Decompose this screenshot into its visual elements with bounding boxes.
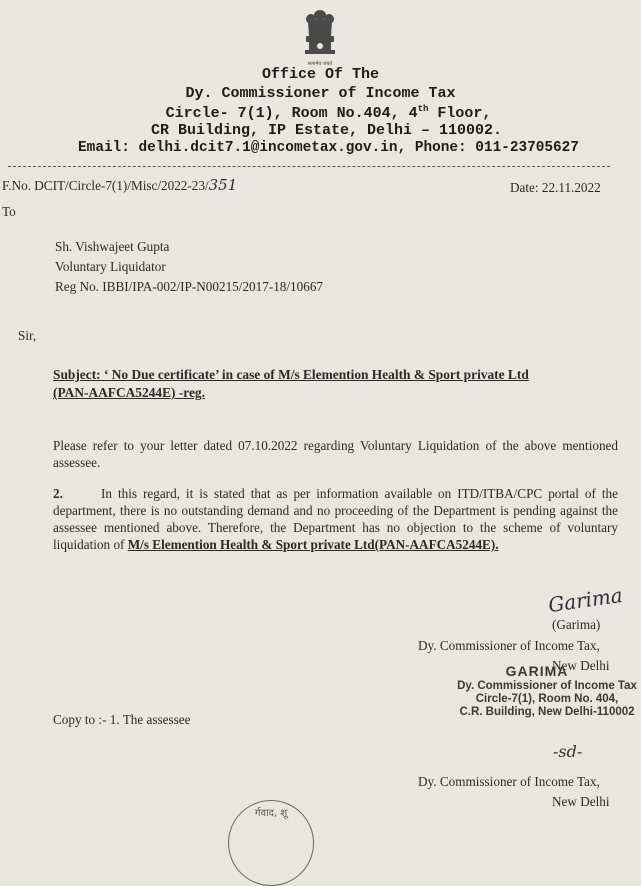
file-number-handwritten: 351 [208,176,238,194]
to-label: To [2,204,16,219]
subject-line-2: (PAN-AAFCA5244E) -reg. [53,385,205,400]
circle-line-pre: Circle- 7(1), Room No.404, 4 [165,105,418,122]
building-line: CR Building, IP Estate, Delhi – 110002. [150,122,503,139]
addressee-name: Sh. Vishwajeet Gupta [55,239,170,254]
paragraph-2-text: In this regard, it is stated that as per information available on ITD/ITBA/CPC portal of the department, there is no outstanding demand and no proceeding of the Department is pending against the assessee mentioned above. Therefore, the Department has no objection to the scheme of voluntary liquidation of [53,486,618,552]
copy-signature: -sd- [553,742,583,761]
circle-line [8,104,641,122]
state-emblem-icon [296,6,344,64]
copy-signatory-designation: Dy. Commissioner of Income Tax, [418,774,600,789]
seal-name: GARIMA [505,663,569,679]
round-stamp-text: र्गवाद, शू [254,808,288,819]
seal-line-2: Circle-7(1), Room No. 404, [475,693,619,705]
letter-date: Date: 22.11.2022 [510,180,601,195]
signatory-city: New Delhi [552,658,610,673]
seal-line-3: C.R. Building, New Delhi-110002 [459,706,635,718]
office-line: Office Of The [261,66,380,83]
emblem-caption: सत्यमेव जयते [307,61,333,67]
official-seal [452,663,641,718]
salutation: Sir, [18,328,37,343]
addressee-reg: Reg No. IBBI/IPA-002/IP-N00215/2017-18/10667 [55,279,324,294]
body-paragraph-2 [53,485,618,553]
body-paragraph-1: Please refer to your letter dated 07.10.2022 regarding Voluntary Liquidation of the above mentioned assessee. [53,438,618,470]
subject-line-1: Subject: ‘ No Due certificate’ in case of M/s Elemention Health & Sport private Ltd [53,367,529,382]
circle-line-post: Floor, [428,105,492,122]
copy-to: Copy to :- 1. The assessee [53,712,191,727]
signatory-name: (Garima) [552,617,601,632]
header-divider [8,166,610,167]
paragraph-2-number: 2. [53,486,63,501]
copy-signatory-city: New Delhi [552,794,610,809]
paragraph-2-emphasis: M/s Elemention Health & Sport private Ltd(PAN-AAFCA5244E). [127,537,499,552]
designation-line: Dy. Commissioner of Income Tax [185,85,456,102]
addressee-role: Voluntary Liquidator [55,259,166,274]
round-stamp [228,800,314,886]
circle-line-sup: th [417,104,429,114]
seal-line-1: Dy. Commissioner of Income Tax [457,680,637,692]
signatory-designation: Dy. Commissioner of Income Tax, [418,638,600,653]
file-number [2,176,237,194]
file-number-prefix: F.No. DCIT/Circle-7(1)/Misc/2022-23/ [2,178,209,193]
handwritten-signature: Garima [546,582,625,618]
contact-line: Email: delhi.dcit7.1@incometax.gov.in, Phone: 011-23705627 [78,140,579,156]
